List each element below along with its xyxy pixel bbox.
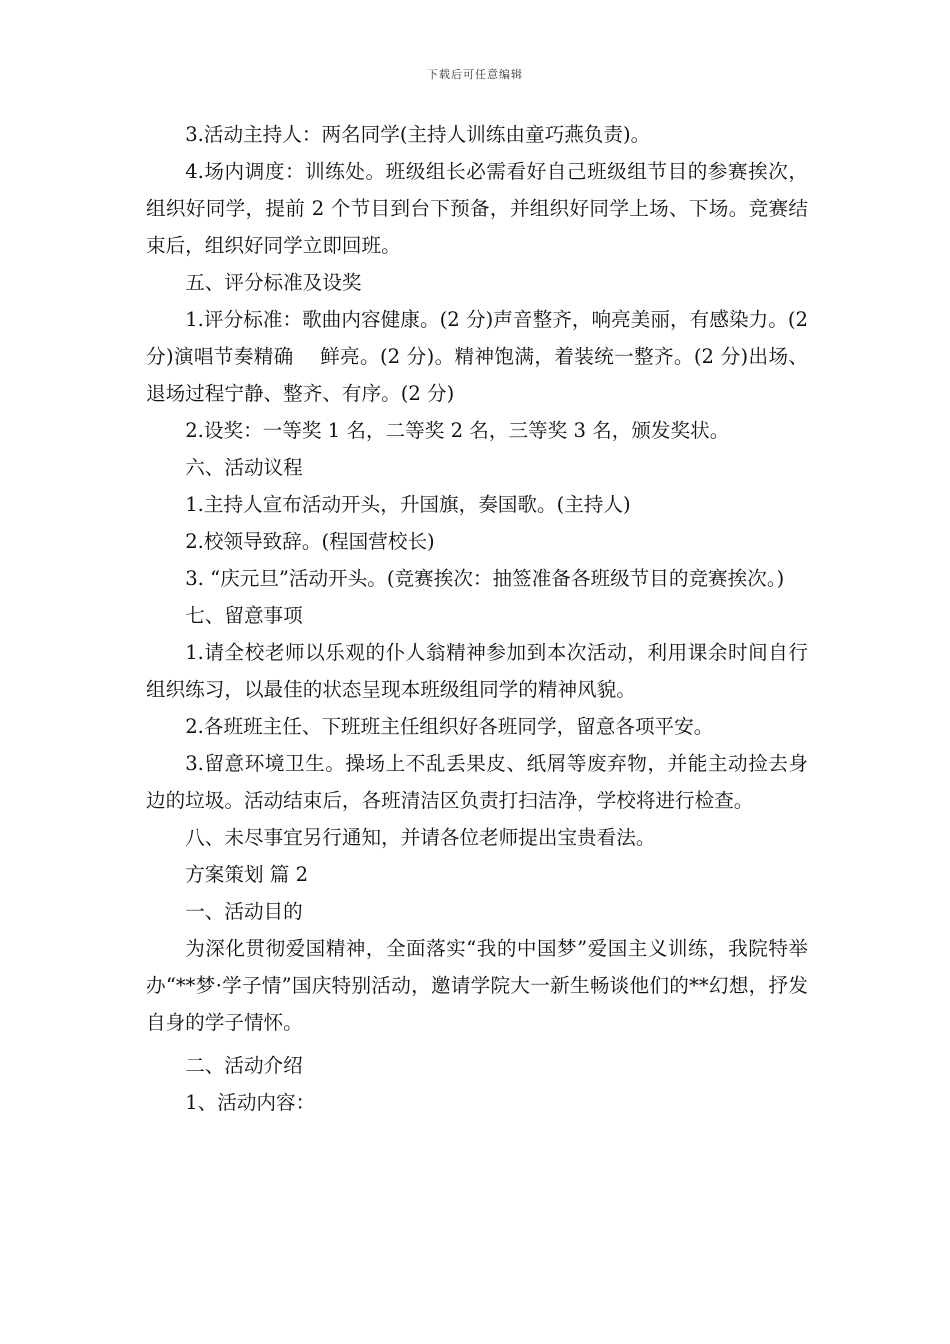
plan-title-2: 方案策划 篇 2 <box>185 863 309 886</box>
paragraph-purpose: 为深化贯彻爱国精神，全面落实“我的中国梦”爱国主义训练，我院特举办“**梦·学子情”国庆特别活动，邀请学院大一新生畅谈他们的**幻想，抒发自身的学子情怀。 <box>146 937 808 1034</box>
paragraph-awards: 2.设奖：一等奖 1 名，二等奖 2 名，三等奖 3 名，颁发奖状。 <box>185 419 730 442</box>
section-heading-other: 八、未尽事宜另行通知，并请各位老师提出宝贵看法。 <box>185 826 656 849</box>
page-header: 下载后可任意编辑 <box>427 68 523 81</box>
section-heading-intro: 二、活动介绍 <box>185 1054 303 1077</box>
paragraph-scoring-criteria: 1.评分标准：歌曲内容健康。(2 分)声音整齐，响亮美丽，有感染力。(2 分)演唱节奏精确 鲜亮。(2 分)。精神饱满，着装统一整齐。(2 分)出场、退场过程宁静、整齐、有序。(2 分) <box>146 308 808 405</box>
section-heading-purpose: 一、活动目的 <box>185 900 303 923</box>
paragraph-notes-1: 1.请全校老师以乐观的仆人翁精神参加到本次活动，利用课余时间自行组织练习，以最佳的状态呈现本班级组同学的精神风貌。 <box>146 641 808 701</box>
section-heading-agenda: 六、活动议程 <box>185 456 303 479</box>
document-body <box>146 116 808 1121</box>
paragraph-activity-content: 1、活动内容： <box>185 1091 316 1114</box>
paragraph-agenda-3: 3. “庆元旦”活动开头。(竞赛挨次：抽签准备各班级节目的竞赛挨次。) <box>185 567 785 590</box>
paragraph-agenda-2: 2.校领导致辞。(程国营校长) <box>185 530 435 553</box>
paragraph-notes-3: 3.留意环境卫生。操场上不乱丢果皮、纸屑等废弃物，并能主动捡去身边的垃圾。活动结束后，各班清洁区负责打扫洁净，学校将进行检查。 <box>146 752 808 812</box>
section-heading-notes: 七、留意事项 <box>185 604 303 627</box>
section-heading-scoring: 五、评分标准及设奖 <box>185 271 362 294</box>
paragraph-host: 3.活动主持人：两名同学(主持人训练由童巧燕负责)。 <box>185 123 651 146</box>
paragraph-notes-2: 2.各班班主任、下班班主任组织好各班同学，留意各项平安。 <box>185 715 714 738</box>
paragraph-agenda-1: 1.主持人宣布活动开头，升国旗，奏国歌。(主持人) <box>185 493 631 516</box>
paragraph-venue-dispatch: 4.场内调度：训练处。班级组长必需看好自己班级组节目的参赛挨次，组织好同学，提前 2 个节目到台下预备，并组织好同学上场、下场。竞赛结束后，组织好同学立即回班。 <box>146 160 808 257</box>
